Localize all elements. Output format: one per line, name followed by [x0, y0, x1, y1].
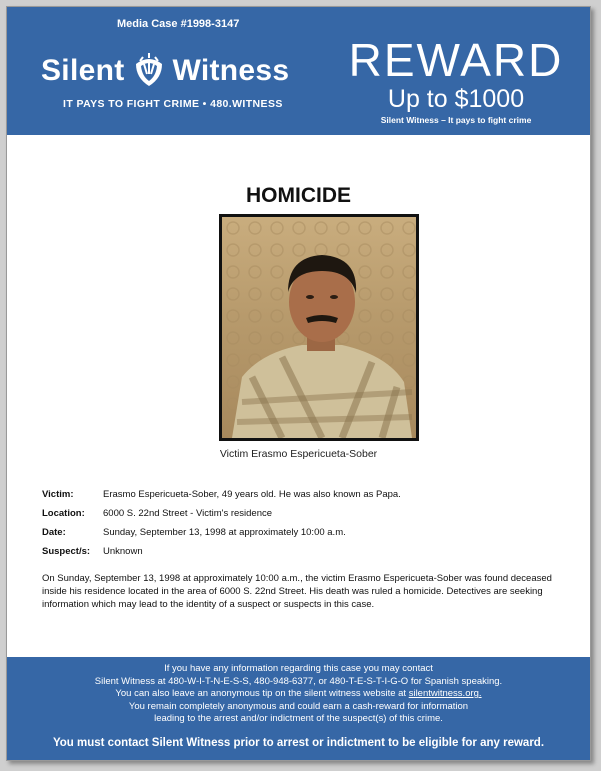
fact-label: Location:: [42, 508, 85, 519]
website-link[interactable]: silentwitness.org.: [408, 688, 482, 699]
brand-word-left: Silent: [41, 54, 125, 87]
brand-word-right: Witness: [172, 54, 290, 87]
case-narrative: On Sunday, September 13, 1998 at approximately 10:00 a.m., the victim Erasmo Espericueta-Sober was found deceased inside his residence located in the area of 6000 S. 22nd Street. His death was ruled a homicide. Detectives are seeking information which may lead to the identity of a suspect or suspects in this case.: [42, 573, 552, 610]
footer-line: [7, 688, 590, 701]
crime-type-heading: HOMICIDE: [246, 184, 351, 207]
fact-value: Unknown: [103, 546, 143, 557]
media-case-number: Media Case #1998-3147: [117, 18, 240, 30]
fact-label: Suspect/s:: [42, 546, 91, 557]
fact-label: Date:: [42, 527, 66, 538]
reward-subtitle: Silent Witness – It pays to fight crime: [380, 115, 532, 125]
silent-witness-logo: [41, 51, 289, 91]
tagline: IT PAYS TO FIGHT CRIME • 480.WITNESS: [63, 98, 283, 110]
fact-row-date: [42, 527, 562, 546]
footer-line: You remain completely anonymous and could earn a cash-reward for information: [128, 700, 469, 712]
footer-line: leading to the arrest and/or indictment of the suspect(s) of this crime.: [154, 713, 443, 724]
fact-row-victim: [42, 489, 562, 508]
flyer-page: [6, 6, 591, 761]
fact-value: 6000 S. 22nd Street - Victim's residence: [103, 508, 273, 519]
case-facts: [42, 489, 562, 565]
fact-value: Sunday, September 13, 1998 at approximately 10:00 a.m.: [103, 527, 346, 538]
fact-row-suspect: [42, 546, 562, 565]
fact-row-location: [42, 508, 562, 527]
footer-line: Silent Witness at 480-W-I-T-N-E-S-S, 480-948-6377, or 480-T-E-S-T-I-G-O for Spanish speaking.: [94, 675, 503, 687]
footer-line-text: You can also leave an anonymous tip on the silent witness website at: [115, 688, 407, 699]
eligibility-notice: You must contact Silent Witness prior to arrest or indictment to be eligible for any reward.: [52, 737, 545, 749]
victim-portrait-image: [222, 217, 416, 438]
footer-banner: [7, 657, 590, 761]
sunburst-emblem-icon: [132, 52, 166, 90]
footer-contact-info: [7, 663, 590, 726]
victim-photo: [219, 214, 419, 441]
reward-title: REWARD: [348, 34, 564, 86]
photo-caption: Victim Erasmo Espericueta-Sober: [219, 448, 378, 460]
header-banner: [7, 7, 590, 135]
footer-line: If you have any information regarding this case you may contact: [164, 663, 433, 674]
fact-label: Victim:: [42, 489, 74, 500]
reward-amount: Up to $1000: [387, 85, 525, 113]
fact-value: Erasmo Espericueta-Sober, 49 years old. He was also known as Papa.: [103, 489, 401, 500]
